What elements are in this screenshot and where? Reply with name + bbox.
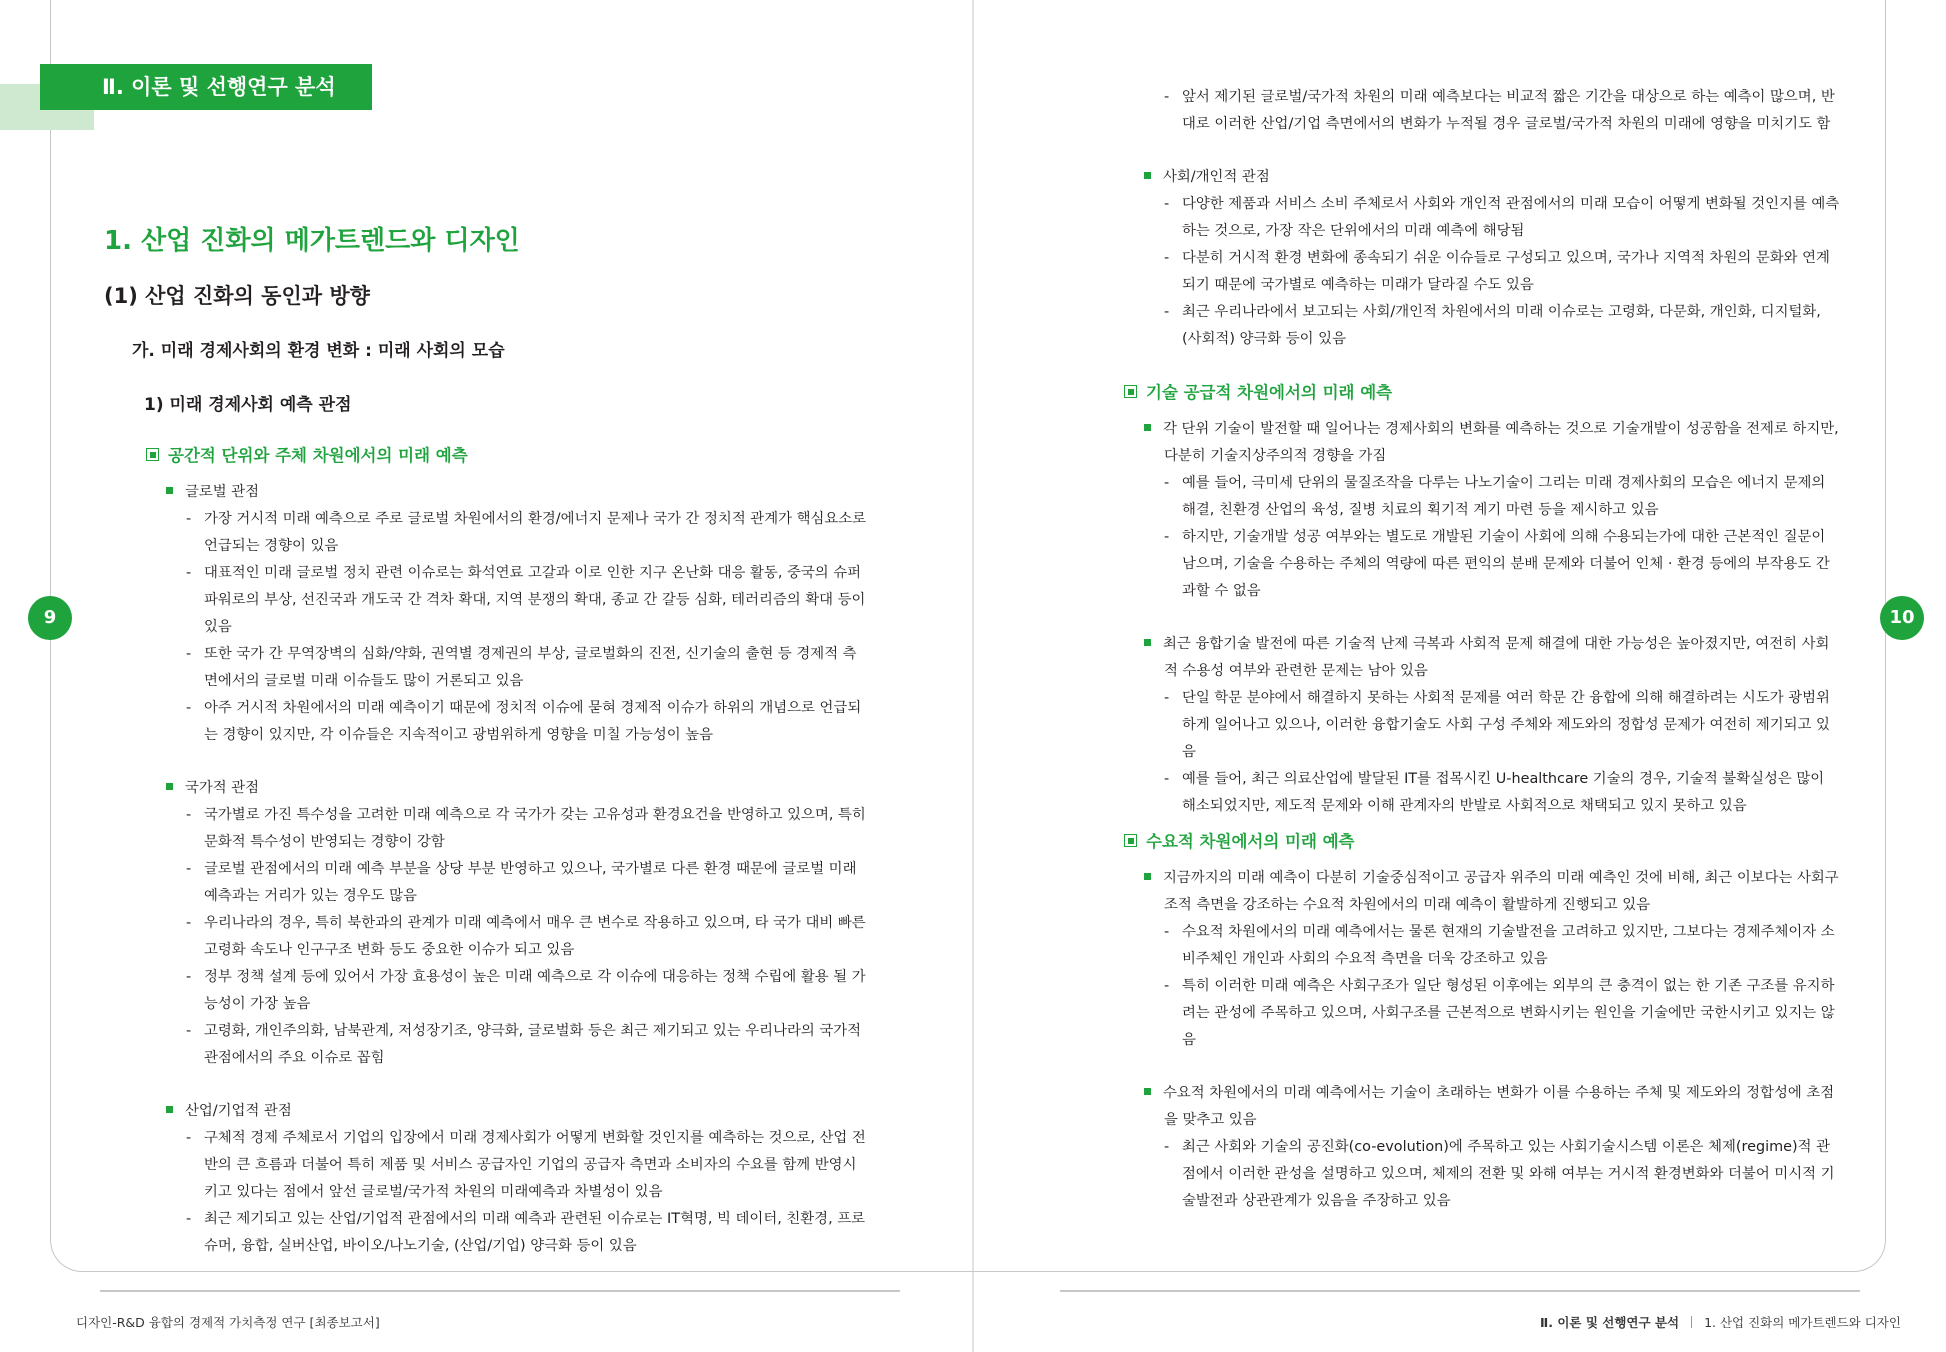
dash-item: - 단일 학문 분야에서 해결하지 못하는 사회적 문제를 여러 학문 간 융합에 의해 해결하려는 시도가 광범위하게 일어나고 있으나, 이러한 융합기술도 사회 구성 주체와 제도와의 정합성 문제가 여전히 제기되고 있음 bbox=[1164, 690, 1830, 760]
bullet-item: 각 단위 기술이 발전할 때 일어나는 경제사회의 변화를 예측하는 것으로 기술개발이 성공함을 전제로 하지만, 다분히 기술지상주의적 경향을 가짐 bbox=[1144, 416, 1842, 470]
left-page bbox=[0, 0, 972, 1352]
dash-item: - 수요적 차원에서의 미래 예측에서는 물론 현재의 기술발전을 고려하고 있지만, 그보다는 경제주체이자 소비주체인 개인과 사회의 수요적 측면을 더욱 강조하고 있음 bbox=[1164, 924, 1835, 967]
dash-item: - 글로벌 관점에서의 미래 예측 부분을 상당 부분 반영하고 있으나, 국가별로 다른 환경 때문에 글로벌 미래 예측과는 거리가 있는 경우도 많음 bbox=[186, 861, 857, 904]
square-bullet-icon bbox=[166, 1106, 173, 1113]
square-bullet-icon bbox=[166, 783, 173, 790]
right-page bbox=[974, 0, 1946, 1352]
footer-report-title: 디자인-R&D 융합의 경제적 가치측정 연구 [최종보고서] bbox=[76, 1315, 380, 1330]
right-body bbox=[1124, 84, 1846, 1215]
dash-item: - 또한 국가 간 무역장벽의 심화/약화, 권역별 경제권의 부상, 글로벌화의 진전, 신기술의 출현 등 경제적 측면에서의 글로벌 미래 이슈들도 많이 거론되고 있음 bbox=[186, 646, 857, 689]
dash-item: - 대표적인 미래 글로벌 정치 관련 이슈로는 화석연료 고갈과 이로 인한 지구 온난화 대응 활동, 중국의 슈퍼파워로의 부상, 선진국과 개도국 간 격차 확대, 지역 분쟁의 확대, 종교 간 갈등 심화, 테러리즘의 확대 등이 있음 bbox=[186, 565, 866, 635]
square-marker-icon bbox=[146, 448, 159, 461]
left-body bbox=[146, 442, 874, 1260]
square-marker-icon bbox=[1124, 385, 1137, 398]
dash-item: - 최근 사회와 기술의 공진화(co-evolution)에 주목하고 있는 사회기술시스템 이론은 체제(regime)적 관점에서 이러한 관성을 설명하고 있으며, 체제의 전환 및 와해 여부는 거시적 환경변화와 더불어 미시적 기술발전과 상관관계가 있음을 주장하고 있음 bbox=[1164, 1139, 1835, 1209]
heading-level-2: (1) 산업 진화의 동인과 방향 bbox=[104, 284, 370, 308]
dash-item: - 국가별로 가진 특수성을 고려한 미래 예측으로 각 국가가 갖는 고유성과 환경요건을 반영하고 있으며, 특히 문화적 특수성이 반영되는 경향이 강함 bbox=[186, 807, 866, 850]
section-heading: 공간적 단위와 주체 차원에서의 미래 예측 bbox=[146, 442, 874, 469]
dash-item: - 고령화, 개인주의화, 남북관계, 저성장기조, 양극화, 글로벌화 등은 최근 제기되고 있는 우리나라의 국가적 관점에서의 주요 이슈로 꼽힘 bbox=[186, 1023, 862, 1066]
dash-item: - 최근 제기되고 있는 산업/기업적 관점에서의 미래 예측과 관련된 이슈로는 IT혁명, 빅 데이터, 친환경, 프로슈머, 융합, 실버산업, 바이오/나노기술, (산업/기업) 양극화 등이 있음 bbox=[186, 1211, 866, 1254]
dash-item: - 다양한 제품과 서비스 소비 주체로서 사회와 개인적 관점에서의 미래 모습이 어떻게 변화될 것인지를 예측하는 것으로, 가장 작은 단위에서의 미래 예측에 해당됨 bbox=[1164, 196, 1840, 239]
bullet-item: 지금까지의 미래 예측이 다분히 기술중심적이고 공급자 위주의 미래 예측인 것에 비해, 최근 이보다는 사회구조적 측면을 강조하는 수요적 차원에서의 미래 예측이 활발하게 진행되고 있음 bbox=[1144, 865, 1842, 919]
dash-item: - 가장 거시적 미래 예측으로 주로 글로벌 차원에서의 환경/에너지 문제나 국가 간 정치적 관계가 핵심요소로 언급되는 경향이 있음 bbox=[186, 511, 867, 554]
bullet-item: 수요적 차원에서의 미래 예측에서는 기술이 초래하는 변화가 이를 수용하는 주체 및 제도와의 정합성에 초점을 맞추고 있음 bbox=[1144, 1080, 1842, 1134]
page-number-right: 10 bbox=[1880, 596, 1924, 640]
heading-level-1: 1. 산업 진화의 메가트렌드와 디자인 bbox=[104, 226, 520, 256]
square-bullet-icon bbox=[166, 487, 173, 494]
section-heading: 수요적 차원에서의 미래 예측 bbox=[1124, 828, 1846, 855]
heading-level-4: 1) 미래 경제사회 예측 관점 bbox=[144, 395, 352, 415]
dash-item: - 다분히 거시적 환경 변화에 종속되기 쉬운 이슈들로 구성되고 있으며, 국가나 지역적 차원의 문화와 연계되기 때문에 국가별로 예측하는 미래가 달라질 수도 있음 bbox=[1164, 250, 1830, 293]
bullet-item: 글로벌 관점 bbox=[166, 479, 870, 506]
square-bullet-icon bbox=[1144, 873, 1151, 880]
footer-section: 1. 산업 진화의 메가트렌드와 디자인 bbox=[1704, 1315, 1901, 1330]
page-number-left: 9 bbox=[28, 596, 72, 640]
bullet-item: 산업/기업적 관점 bbox=[166, 1098, 870, 1125]
square-bullet-icon bbox=[1144, 172, 1151, 179]
dash-item: - 예를 들어, 극미세 단위의 물질조작을 다루는 나노기술이 그리는 미래 경제사회의 모습은 에너지 문제의 해결, 친환경 산업의 육성, 질병 치료의 획기적 계기 마련 등을 제시하고 있음 bbox=[1164, 475, 1826, 518]
square-marker-icon bbox=[1124, 834, 1137, 847]
square-bullet-icon bbox=[1144, 424, 1151, 431]
section-heading: 기술 공급적 차원에서의 미래 예측 bbox=[1124, 379, 1846, 406]
dash-item: - 우리나라의 경우, 특히 북한과의 관계가 미래 예측에서 매우 큰 변수로 작용하고 있으며, 타 국가 대비 빠른 고령화 속도나 인구구조 변화 등도 중요한 이슈가 되고 있음 bbox=[186, 915, 866, 958]
dash-item: - 구체적 경제 주체로서 기업의 입장에서 미래 경제사회가 어떻게 변화할 것인지를 예측하는 것으로, 산업 전반의 큰 흐름과 더불어 특히 제품 및 서비스 공급자인 기업의 공급자 측면과 소비자의 수요를 함께 반영시키고 있다는 점에서 앞선 글로벌/국가적 차원의 미래예측과 차별성이 있음 bbox=[186, 1130, 866, 1200]
footer-rule-right bbox=[1060, 1290, 1860, 1292]
dash-item: - 아주 거시적 차원에서의 미래 예측이기 때문에 정치적 이슈에 묻혀 경제적 이슈가 하위의 개념으로 언급되는 경향이 있지만, 각 이슈들은 지속적이고 광범위하게 영향을 미칠 가능성이 높음 bbox=[186, 700, 862, 743]
footer-divider bbox=[1691, 1316, 1692, 1328]
dash-item: - 정부 정책 설계 등에 있어서 가장 효용성이 높은 미래 예측으로 각 이슈에 대응하는 정책 수립에 활용 될 가능성이 가장 높음 bbox=[186, 969, 866, 1012]
footer-chapter-info bbox=[1540, 1313, 1901, 1331]
bullet-item: 최근 융합기술 발전에 따른 기술적 난제 극복과 사회적 문제 해결에 대한 가능성은 높아졌지만, 여전히 사회적 수용성 여부와 관련한 문제는 남아 있음 bbox=[1144, 631, 1842, 685]
chapter-tab: Ⅱ. 이론 및 선행연구 분석 bbox=[40, 64, 372, 110]
footer-chapter: Ⅱ. 이론 및 선행연구 분석 bbox=[1540, 1315, 1680, 1330]
dash-item: - 최근 우리나라에서 보고되는 사회/개인적 차원에서의 미래 이슈로는 고령화, 다문화, 개인화, 디지털화, (사회적) 양극화 등이 있음 bbox=[1164, 304, 1821, 347]
bullet-item: 사회/개인적 관점 bbox=[1144, 164, 1842, 191]
dash-item: - 특히 이러한 미래 예측은 사회구조가 일단 형성된 이후에는 외부의 큰 충격이 없는 한 기존 구조를 유지하려는 관성에 주목하고 있으며, 사회구조를 근본적으로 변화시키는 원인을 기술에만 국한시키고 있지는 않음 bbox=[1164, 978, 1835, 1048]
footer-rule-left bbox=[100, 1290, 900, 1292]
dash-item: - 하지만, 기술개발 성공 여부와는 별도로 개발된 기술이 사회에 의해 수용되는가에 대한 근본적인 질문이 남으며, 기술을 수용하는 주체의 역량에 따른 편익의 분배 문제와 더불어 인체 · 환경 등에의 부작용도 간과할 수 없음 bbox=[1164, 529, 1830, 599]
heading-level-3: 가. 미래 경제사회의 환경 변화 : 미래 사회의 모습 bbox=[132, 341, 505, 361]
dash-item: - 앞서 제기된 글로벌/국가적 차원의 미래 예측보다는 비교적 짧은 기간을 대상으로 하는 예측이 많으며, 반대로 이러한 산업/기업 측면에서의 변화가 누적될 경우 글로벌/국가적 차원의 미래에 영향을 미치기도 함 bbox=[1164, 89, 1835, 132]
square-bullet-icon bbox=[1144, 1088, 1151, 1095]
dash-item: - 예를 들어, 최근 의료산업에 발달된 IT를 접목시킨 U-healthcare 기술의 경우, 기술적 불확실성은 많이 해소되었지만, 제도적 문제와 이해 관계자의 반발로 사회적으로 채택되고 있지 못하고 있음 bbox=[1164, 771, 1825, 814]
bullet-item: 국가적 관점 bbox=[166, 775, 870, 802]
square-bullet-icon bbox=[1144, 639, 1151, 646]
